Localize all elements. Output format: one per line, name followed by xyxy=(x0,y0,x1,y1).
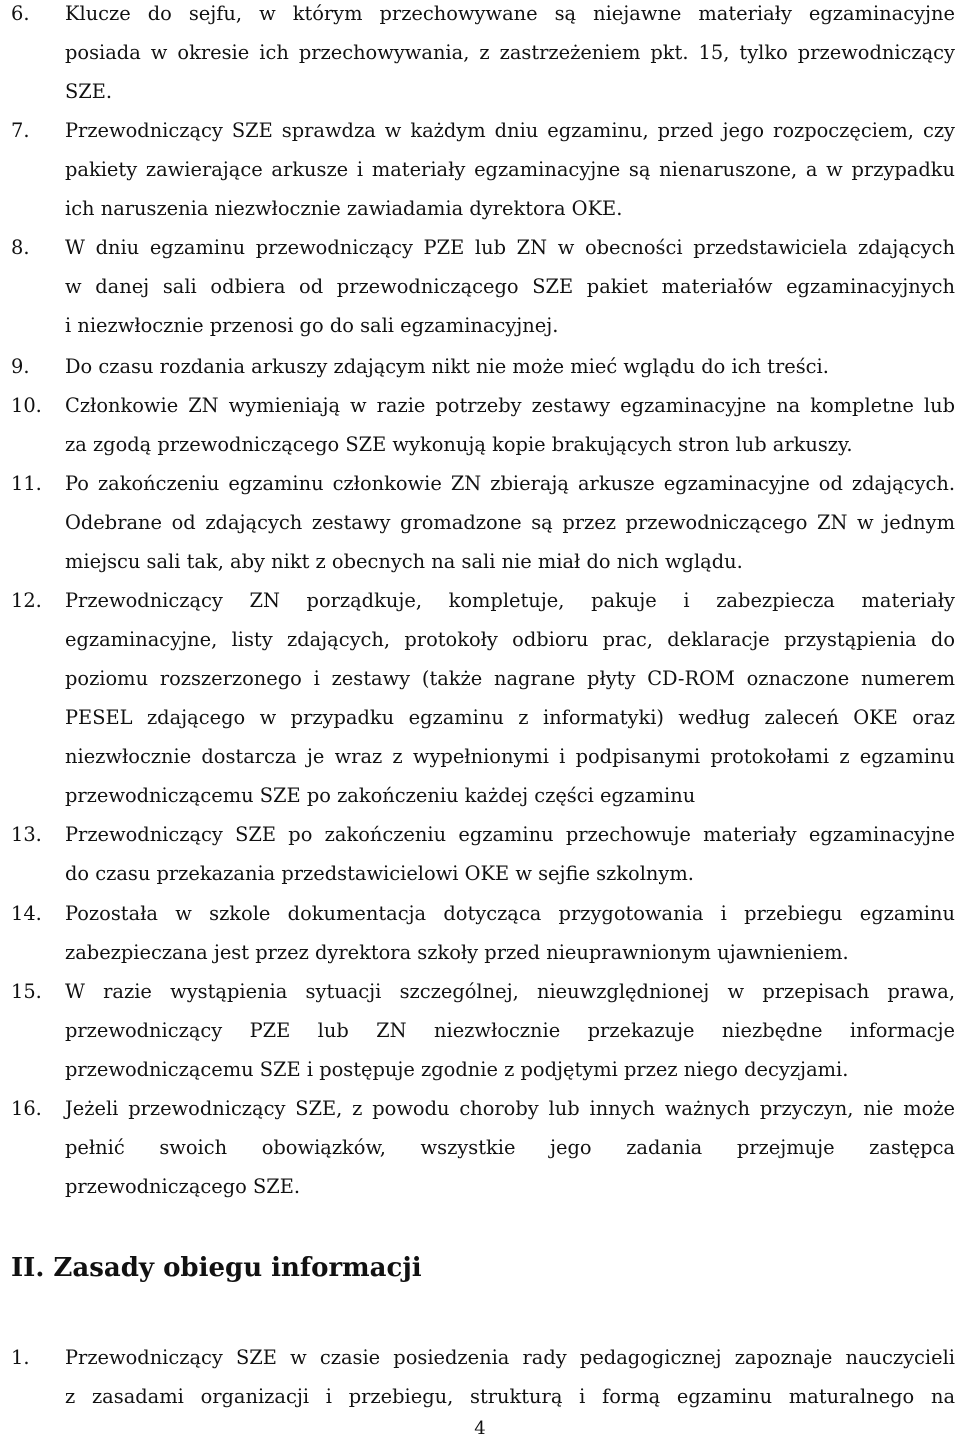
list-item-number: 7. xyxy=(11,119,30,142)
list-item-text: Przewodniczący SZE sprawdza w każdym dniu egzaminu, przed jego rozpoczęciem, czy pakiety zawierające arkusze i materiały egzaminacyjne są nienaruszone, a w przypadku ich naruszenia niezwłocznie zawiadamia dyrektora OKE. xyxy=(65,119,955,220)
list-item-text: Członkowie ZN wymieniają w razie potrzeby zestawy egzaminacyjne na kompletne lub za zgodą przewodniczącego SZE wykonują kopie brakujących stron lub arkuszy. xyxy=(65,394,955,456)
list-item-text: Przewodniczący SZE po zakończeniu egzaminu przechowuje materiały egzaminacyjne do czasu przekazania przedstawicielowi OKE w sejfie szkolnym. xyxy=(65,823,955,885)
list-item-text: Klucze do sejfu, w którym przechowywane są niejawne materiały egzaminacyjne posiada w okresie ich przechowywania, z zastrzeżeniem pkt. 15, tylko przewodniczący SZE. xyxy=(65,2,955,103)
list-item-text: Pozostała w szkole dokumentacja dotycząca przygotowania i przebiegu egzaminu zabezpieczana jest przez dyrektora szkoły przed nieuprawnionym ujawnieniem. xyxy=(65,902,955,964)
list-item-text: W razie wystąpienia sytuacji szczególnej, nieuwzględnionej w przepisach prawa, przewodniczący PZE lub ZN niezwłocznie przekazuje niezbędne informacje przewodniczącemu SZE i postępuje zgodnie z podjętymi przez niego decyzjami. xyxy=(65,980,955,1081)
list-item-number: 10. xyxy=(11,394,42,417)
list-item-text: Po zakończeniu egzaminu członkowie ZN zbierają arkusze egzaminacyjne od zdających. Odebrane od zdających zestawy gromadzone są przez przewodniczącego ZN w jednym miejscu sali tak, aby nikt z obecnych na sali nie miał do nich wglądu. xyxy=(65,472,955,573)
list-item-number: 6. xyxy=(11,2,30,25)
list-item-number: 14. xyxy=(11,902,42,925)
list-item-text: Przewodniczący ZN porządkuje, kompletuje, pakuje i zabezpiecza materiały egzaminacyjne, listy zdających, protokoły odbioru prac, deklaracje przystąpienia do poziomu rozszerzonego i zestawy (także nagrane płyty CD-ROM oznaczone numerem PESEL zdającego w przypadku egzaminu z informatyki) według zaleceń OKE oraz niezwłocznie dostarcza je wraz z wypełnionymi i podpisanymi protokołami z egzaminu przewodniczącemu SZE po zakończeniu każdej części egzaminu xyxy=(65,589,955,807)
list-item-number: 11. xyxy=(11,472,42,495)
list-item-text: Przewodniczący SZE w czasie posiedzenia rady pedagogicznej zapoznaje nauczycieli z zasadami organizacji i przebiegu, strukturą i formą egzaminu maturalnego na xyxy=(65,1346,955,1408)
list-item-text: Jeżeli przewodniczący SZE, z powodu choroby lub innych ważnych przyczyn, nie może pełnić swoich obowiązków, wszystkie jego zadania przejmuje zastępca przewodniczącego SZE. xyxy=(65,1097,955,1198)
list-item-number: 9. xyxy=(11,355,30,378)
list-item-number: 16. xyxy=(11,1097,42,1120)
list-item-number: 8. xyxy=(11,236,30,259)
list-item-text: W dniu egzaminu przewodniczący PZE lub ZN w obecności przedstawiciela zdających w danej sali odbiera od przewodniczącego SZE pakiet materiałów egzaminacyjnych i niezwłocznie przenosi go do sali egzaminacyjnej. xyxy=(65,236,955,337)
list-item-number: 1. xyxy=(11,1346,30,1369)
section-heading: II. Zasady obiegu informacji xyxy=(11,1253,422,1283)
page-number: 4 xyxy=(474,1418,486,1439)
list-item-number: 12. xyxy=(11,589,42,612)
list-item-number: 15. xyxy=(11,980,42,1003)
list-item-text: Do czasu rozdania arkuszy zdającym nikt nie może mieć wglądu do ich treści. xyxy=(65,355,829,378)
list-item-number: 13. xyxy=(11,823,42,846)
